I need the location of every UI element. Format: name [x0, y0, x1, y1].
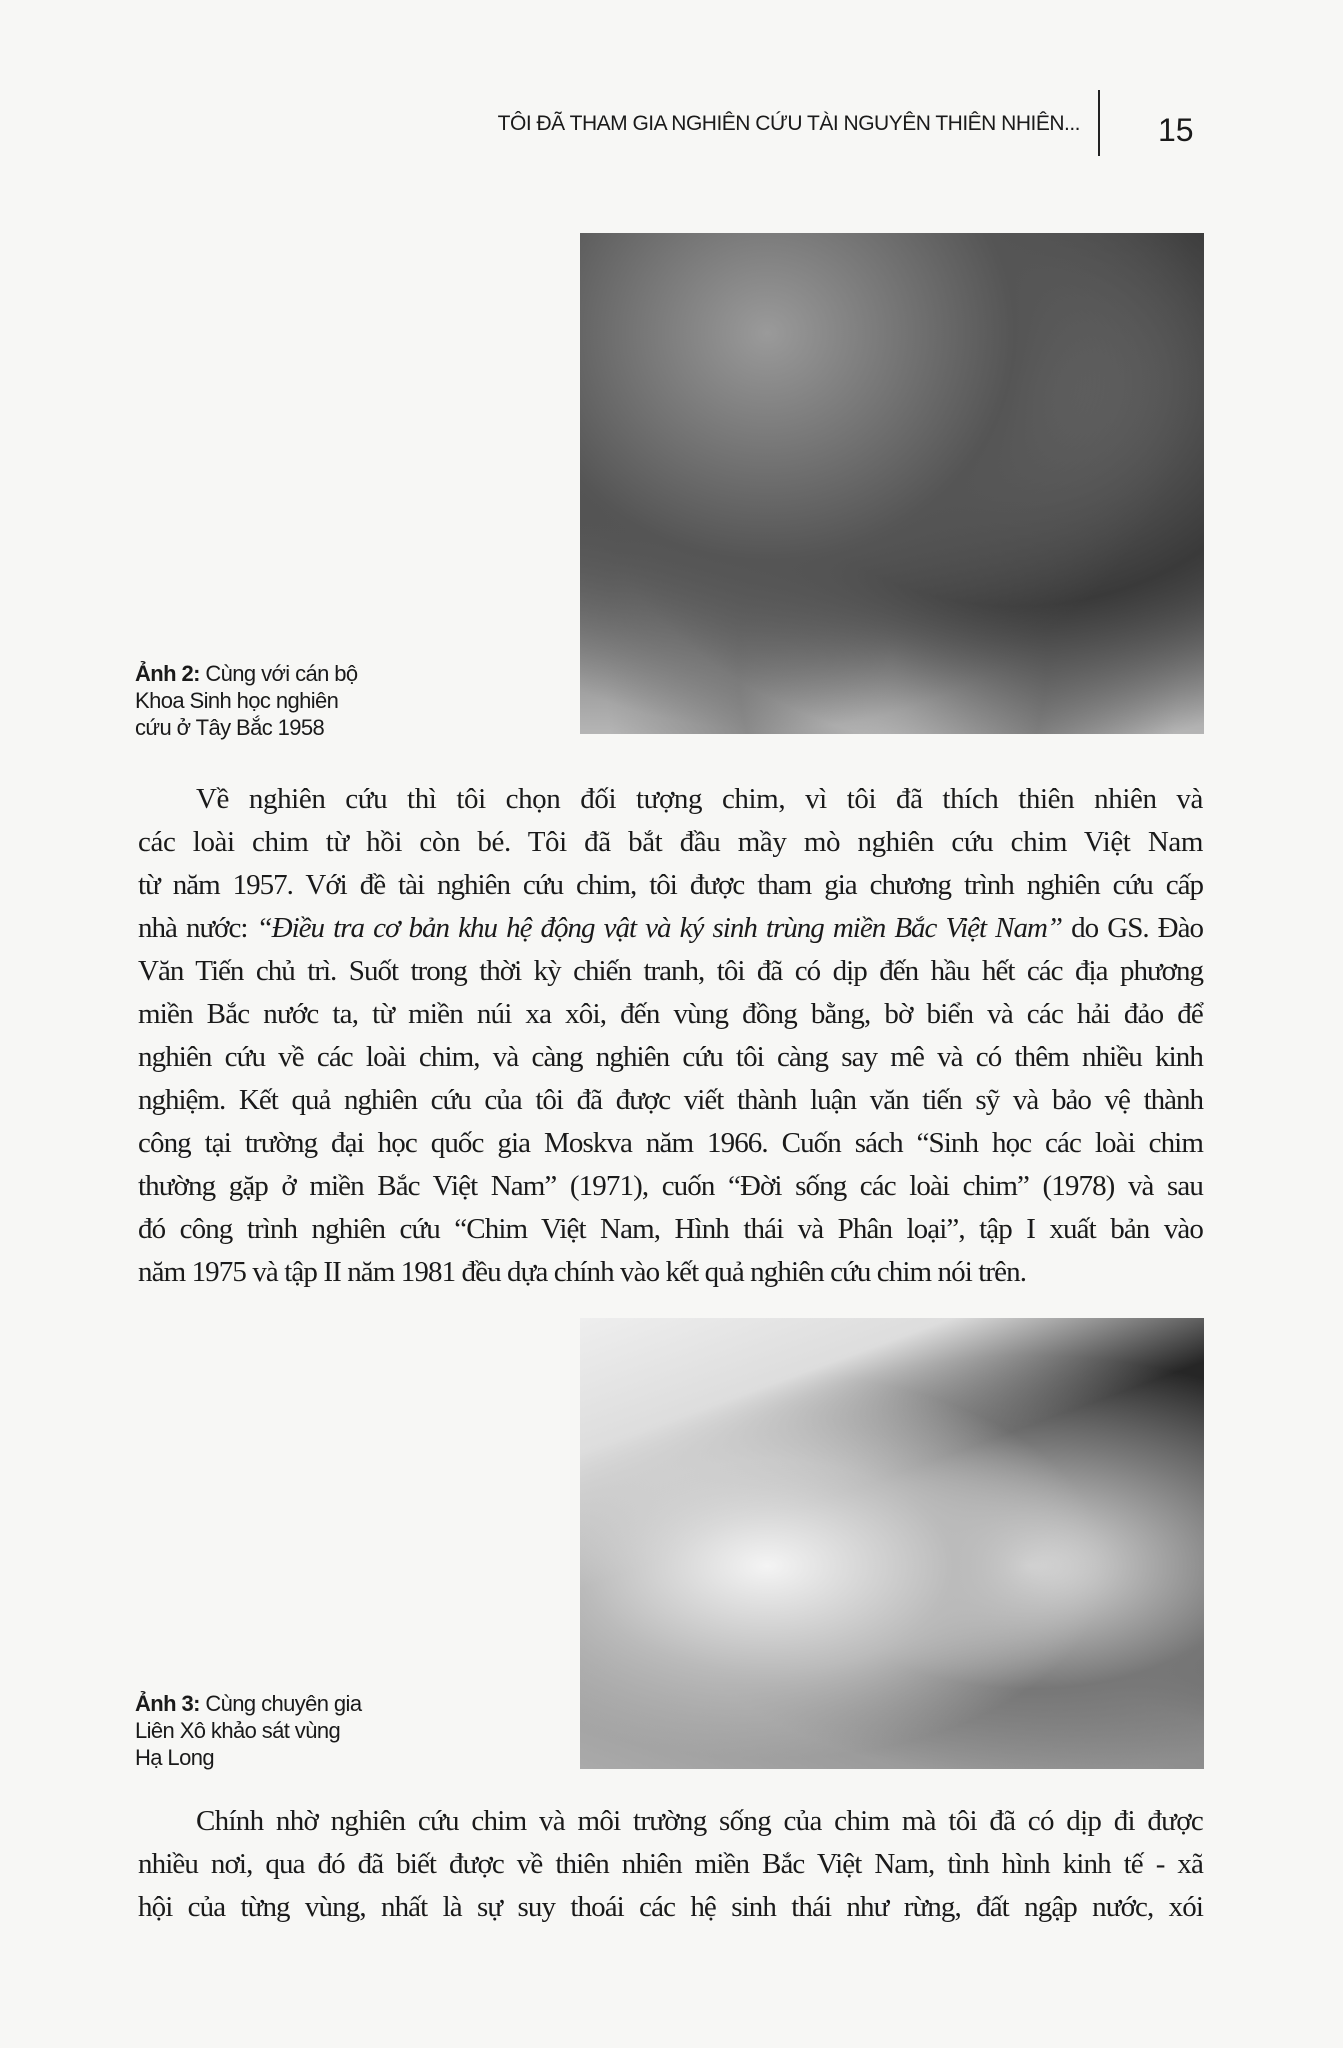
text-line: Về nghiên cứu thì tôi chọn đối tượng chim, vì tôi đã thích thiên nhiên và	[196, 783, 1203, 815]
text-line: hội của từng vùng, nhất là sự suy thoái các hệ sinh thái như rừng, đất ngập nước, xói	[138, 1891, 1203, 1923]
caption-label: Ảnh 2:	[135, 661, 200, 686]
figure-caption-2	[135, 1690, 361, 1771]
text-line: năm 1975 và tập II năm 1981 đều dựa chính vào kết quả nghiên cứu chim nói trên.	[138, 1256, 1027, 1288]
text-line: nghiệm. Kết quả nghiên cứu của tôi đã được viết thành luận văn tiến sỹ và bảo vệ thành	[138, 1084, 1203, 1116]
caption-line: Cùng với cán bộ	[205, 661, 358, 686]
photo-field-researchers-tay-bac	[580, 233, 1204, 734]
text-segment: do GS. Đào	[1062, 912, 1203, 944]
body-paragraph-2	[138, 1800, 1203, 1929]
text-line: công tại trường đại học quốc gia Moskva năm 1966. Cuốn sách “Sinh học các loài chim	[138, 1127, 1203, 1159]
text-line: Văn Tiến chủ trì. Suốt trong thời kỳ chiến tranh, tôi đã có dịp đến hầu hết các địa phương	[138, 955, 1203, 987]
text-line: nhiều nơi, qua đó đã biết được về thiên nhiên miền Bắc Việt Nam, tình hình kinh tế - xã	[138, 1848, 1203, 1880]
text-line: Chính nhờ nghiên cứu chim và môi trường sống của chim mà tôi đã có dịp đi được	[196, 1805, 1203, 1837]
text-line: từ năm 1957. Với đề tài nghiên cứu chim, tôi được tham gia chương trình nghiên cứu cấp	[138, 869, 1203, 901]
caption-label: Ảnh 3:	[135, 1691, 200, 1716]
photo-soviet-expert-ha-long	[580, 1318, 1204, 1769]
caption-line: Khoa Sinh học nghiên	[135, 688, 339, 713]
text-line	[138, 907, 1203, 950]
text-line: đó công trình nghiên cứu “Chim Việt Nam, Hình thái và Phân loại”, tập I xuất bản vào	[138, 1213, 1203, 1245]
text-line: nghiên cứu về các loài chim, và càng nghiên cứu tôi càng say mê và có thêm nhiều kinh	[138, 1041, 1203, 1073]
page-number: 15	[1158, 112, 1194, 148]
figure-caption-1	[135, 660, 358, 741]
text-line: miền Bắc nước ta, từ miền núi xa xôi, đến vùng đồng bằng, bờ biển và các hải đảo để	[138, 998, 1203, 1030]
text-line: các loài chim từ hồi còn bé. Tôi đã bắt đầu mầy mò nghiên cứu chim Việt Nam	[138, 826, 1203, 858]
caption-line: Hạ Long	[135, 1745, 214, 1770]
caption-line: Liên Xô khảo sát vùng	[135, 1718, 341, 1743]
running-title: TÔI ĐÃ THAM GIA NGHIÊN CỨU TÀI NGUYÊN THIÊN NHIÊN...	[497, 112, 1080, 135]
body-paragraph-1	[138, 778, 1203, 1294]
research-program-title: “Điều tra cơ bản khu hệ động vật và ký sinh trùng miền Bắc Việt Nam”	[256, 912, 1063, 944]
caption-line: Cùng chuyên gia	[205, 1691, 362, 1716]
caption-line: cứu ở Tây Bắc 1958	[135, 715, 325, 740]
text-segment: nhà nước:	[138, 912, 257, 944]
header-divider	[1098, 90, 1100, 156]
text-line: thường gặp ở miền Bắc Việt Nam” (1971), cuốn “Đời sống các loài chim” (1978) và sau	[138, 1170, 1203, 1202]
